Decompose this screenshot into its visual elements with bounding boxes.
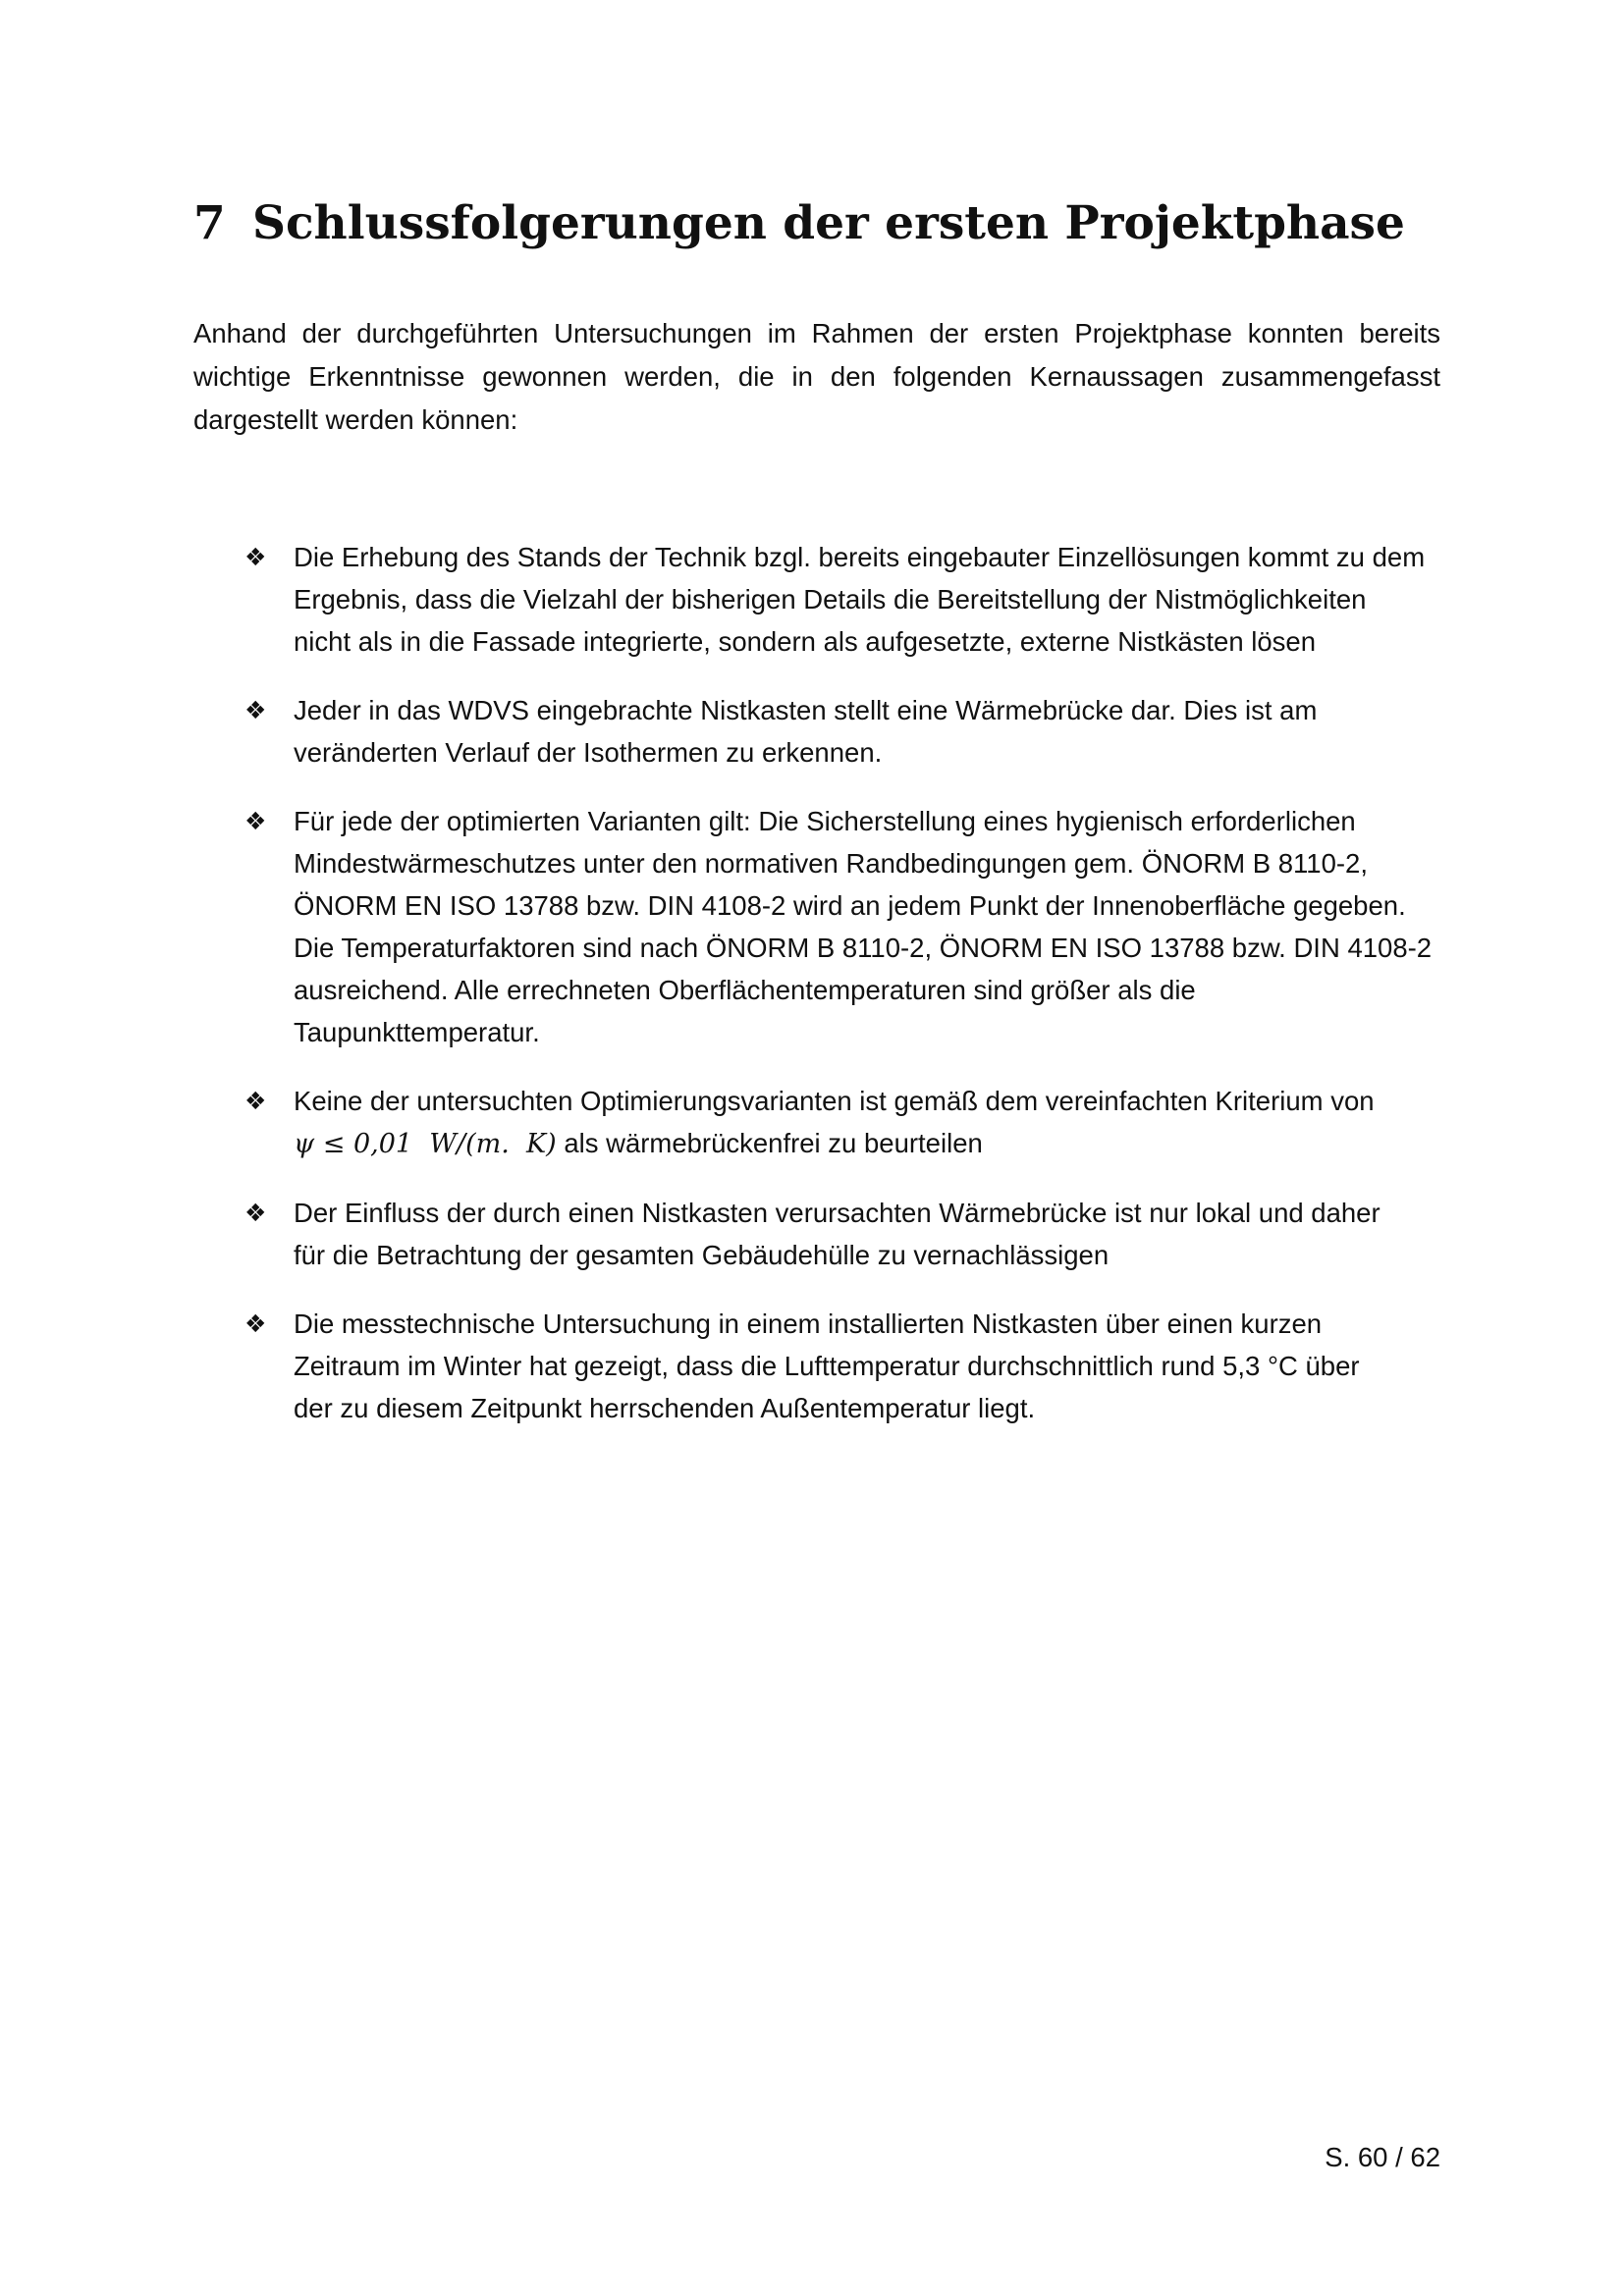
list-item-line: nicht als in die Fassade integrierte, sondern als aufgesetzte, externe Nistkästen lösen — [294, 626, 1316, 657]
list-item-line: Jeder in das WDVS eingebrachte Nistkasten stellt eine Wärmebrücke dar. Dies ist am — [294, 695, 1318, 725]
list-item-line: der zu diesem Zeitpunkt herrschenden Außentemperatur liegt. — [294, 1393, 1036, 1423]
list-item-line: ausreichend. Alle errechneten Oberflächentemperaturen sind größer als die — [294, 975, 1196, 1005]
list-item — [193, 689, 1455, 774]
psi-criterion-formula: ψ ≤ 0,01 W/(m. K) — [294, 1129, 557, 1159]
list-item-line: Zeitraum im Winter hat gezeigt, dass die Lufttemperatur durchschnittlich rund 5,3 °C über — [294, 1351, 1360, 1381]
list-item-line: für die Betrachtung der gesamten Gebäudehülle zu vernachlässigen — [294, 1240, 1110, 1270]
list-item — [193, 1080, 1455, 1165]
key-findings-list — [193, 536, 1455, 1456]
diamond-bullet-icon: ❖ — [244, 807, 267, 835]
list-item-line: Der Einfluss der durch einen Nistkasten verursachten Wärmebrücke ist nur lokal und daher — [294, 1198, 1380, 1228]
diamond-bullet-icon: ❖ — [244, 1087, 267, 1115]
section-heading — [193, 192, 1440, 255]
list-item — [193, 1303, 1455, 1429]
list-item — [193, 800, 1455, 1053]
list-item-line: Mindestwärmeschutzes unter den normativen Randbedingungen gem. ÖNORM B 8110-2, — [294, 848, 1368, 879]
list-item-line: Für jede der optimierten Varianten gilt: Die Sicherstellung eines hygienisch erforderlichen — [294, 806, 1356, 836]
intro-paragraph: Anhand der durchgeführten Untersuchungen im Rahmen der ersten Projektphase konnten bereits wichtige Erkenntnisse gewonnen werden, die in den folgenden Kernaussagen zusammengefasst dargestellt werden können: — [193, 318, 1440, 435]
list-item-line: Ergebnis, dass die Vielzahl der bisherigen Details die Bereitstellung der Nistmöglichkeiten — [294, 584, 1367, 614]
diamond-bullet-icon: ❖ — [244, 696, 267, 724]
list-item-line: Taupunkttemperatur. — [294, 1017, 540, 1047]
list-item-line — [294, 1122, 1455, 1165]
diamond-bullet-icon: ❖ — [244, 543, 267, 571]
list-item-line: Die Temperaturfaktoren sind nach ÖNORM B 8110-2, ÖNORM EN ISO 13788 bzw. DIN 4108-2 — [294, 933, 1433, 963]
page-number: S. 60 / 62 — [1325, 2142, 1440, 2172]
section-number: 7 — [193, 196, 226, 250]
list-item-line: Die Erhebung des Stands der Technik bzgl. bereits eingebauter Einzellösungen kommt zu dem — [294, 542, 1426, 572]
diamond-bullet-icon: ❖ — [244, 1199, 267, 1227]
list-item — [193, 1192, 1455, 1276]
list-item-line: Keine der untersuchten Optimierungsvarianten ist gemäß dem vereinfachten Kriterium von — [294, 1086, 1375, 1116]
list-item-line-suffix: als wärmebrückenfrei zu beurteilen — [556, 1128, 983, 1158]
section-title: Schlussfolgerungen der ersten Projektphase — [252, 196, 1405, 250]
list-item-line: veränderten Verlauf der Isothermen zu erkennen. — [294, 737, 883, 768]
list-item — [193, 536, 1455, 663]
list-item-line: ÖNORM EN ISO 13788 bzw. DIN 4108-2 wird an jedem Punkt der Innenoberfläche gegeben. — [294, 890, 1406, 921]
list-item-line: Die messtechnische Untersuchung in einem installierten Nistkasten über einen kurzen — [294, 1308, 1323, 1339]
diamond-bullet-icon: ❖ — [244, 1309, 267, 1338]
